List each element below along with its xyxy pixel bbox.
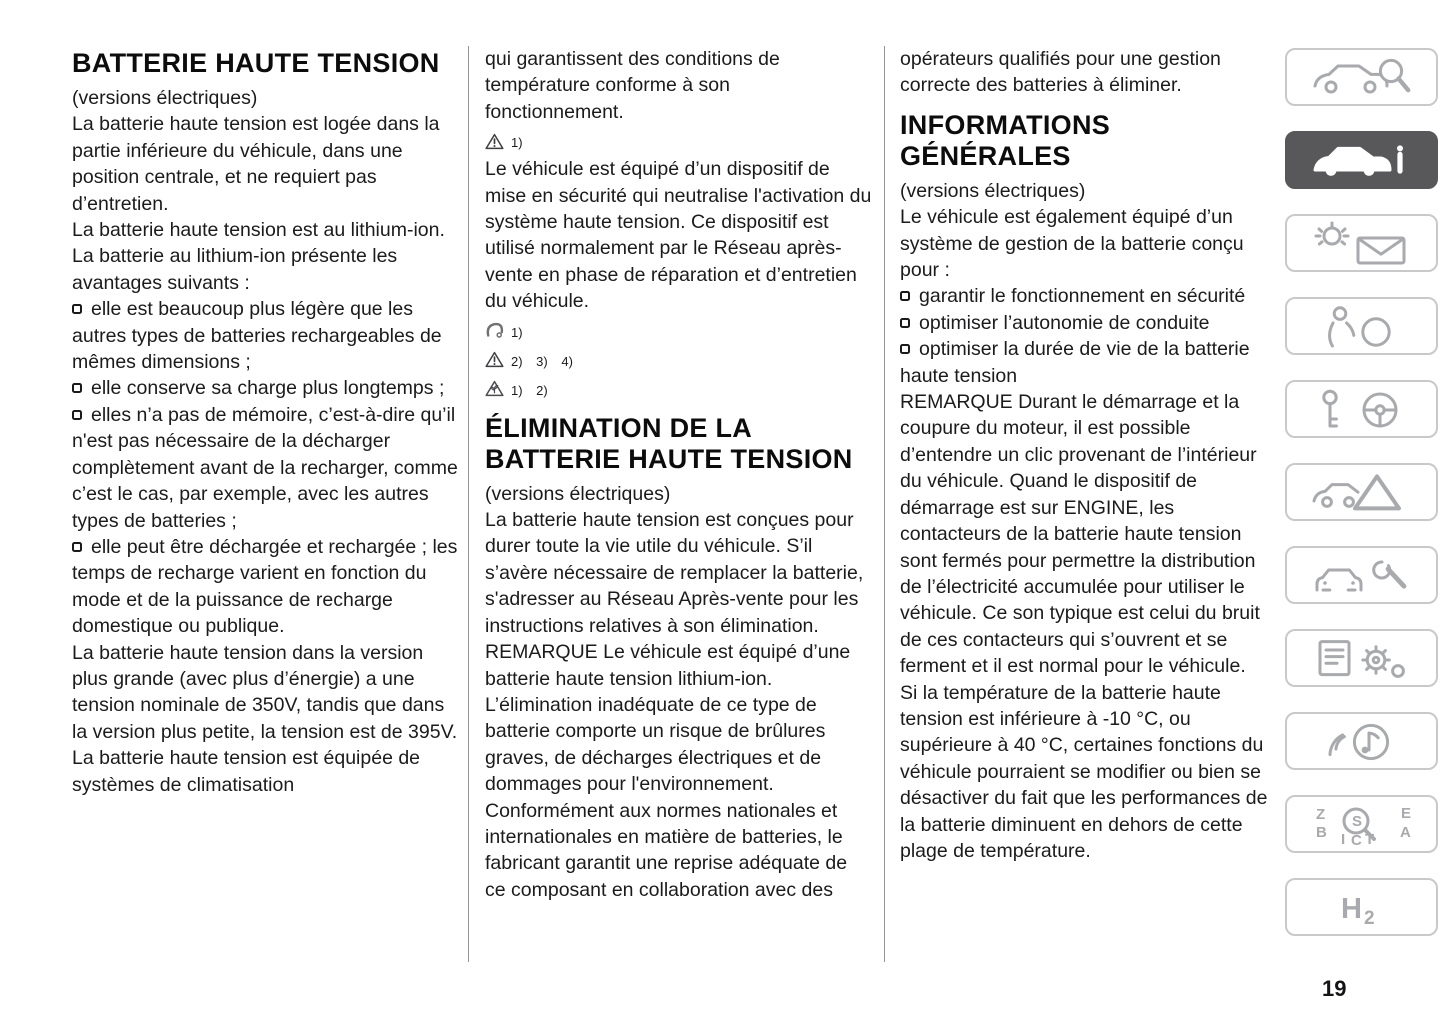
column-2 <box>485 46 872 903</box>
paragraph: La batterie haute tension est au lithium-ion. <box>72 219 445 242</box>
airbag-safety-icon <box>1309 304 1415 348</box>
symbol-reference-line <box>485 347 872 373</box>
bullet-square-icon <box>900 318 910 328</box>
paragraph: Si la température de la batterie haute tension est inférieure à -10 °C, ou supérieure à 40 °C, certaines fonctions du véhicule pourraient se modifier ou bien se désactiver du fait que les performances de la batterie diminuent en dehors de cette plage de température. <box>900 681 1268 862</box>
paragraph: Le véhicule est également équipé d’un système de gestion de la batterie conçu pour : <box>900 206 1244 282</box>
reference-numbers: 2) 3) 4) <box>511 353 573 369</box>
chapter-tab-car-maintenance <box>1285 546 1438 604</box>
paragraph: Le véhicule est équipé d’un dispositif de mise en sécurité qui neutralise l'activation du système haute tension. Ce dispositif est utilisé normalement par le Réseau après-vente en phase de réparation et d’entretien du véhicule. <box>485 158 872 313</box>
paragraph: (versions électriques) <box>900 179 1086 202</box>
paragraph: opérateurs qualifiés pour une gestion correcte des batteries à éliminer. <box>900 48 1221 97</box>
svg-text:T: T <box>1364 831 1374 846</box>
text-area <box>72 46 1272 962</box>
column-divider <box>468 46 469 962</box>
chapter-tab-ignition-steering <box>1285 380 1438 438</box>
section-heading: BATTERIE HAUTE TENSION <box>72 48 440 78</box>
bullet-square-icon <box>900 291 910 301</box>
chapter-tab-car-search <box>1285 48 1438 106</box>
technical-data-icon <box>1309 636 1415 680</box>
chapter-tab-emergency-triangle <box>1285 463 1438 521</box>
bullet-item: elle est beaucoup plus légère que les autres types de batteries rechargeables de mêmes dimensions ; <box>72 298 442 374</box>
paragraph: La batterie haute tension est logée dans la partie inférieure du véhicule, dans une position centrale, et ne requiert pas d’entretien. <box>72 113 440 215</box>
alphabetical-index-icon <box>1309 802 1415 846</box>
paragraph: La batterie haute tension est conçues pour durer toute la vie utile du véhicule. S’il s’avère nécessaire de remplacer la batterie, s'adresser au Réseau Après-vente pour les instructions relatives à son élimination. <box>485 509 864 637</box>
svg-text:A: A <box>1399 824 1411 841</box>
chapter-tab-h2 <box>1285 878 1438 936</box>
paragraph: REMARQUE Durant le démarrage et la coupure du moteur, il est possible d’entendre un clic provenant de l’intérieur du véhicule. Quand le dispositif de démarrage est sur ENGINE, les contacteurs de la batterie haute tension sont fermés pour permettre la distribution de l’électricité accumulée pour utiliser le véhicule. Ce son typique est celui du bruit de ces contacteurs qui s’ouvrent et se ferment et il est normal pour le véhicule. <box>900 391 1260 678</box>
bullet-square-icon <box>72 542 82 552</box>
paragraph: La batterie au lithium-ion présente les avantages suivants : <box>72 245 398 294</box>
chapter-tab-car-info <box>1285 131 1438 189</box>
svg-text:I: I <box>1340 831 1345 846</box>
chapter-tab-airbag-safety <box>1285 297 1438 355</box>
svg-text:C: C <box>1350 832 1362 846</box>
environment-icon <box>485 380 504 397</box>
warning-light-message-icon <box>1309 221 1415 265</box>
chapter-tab-multimedia <box>1285 712 1438 770</box>
chapter-tab-warning-light-message <box>1285 214 1438 272</box>
warning-triangle-icon <box>485 133 504 150</box>
reference-numbers: 1) 2) <box>511 382 548 398</box>
section-heading: ÉLIMINATION DE LA BATTERIE HAUTE TENSION <box>485 412 853 474</box>
symbol-reference-line <box>485 318 872 344</box>
svg-text:B: B <box>1315 824 1327 841</box>
bullet-square-icon <box>900 344 910 354</box>
svg-text:2: 2 <box>1363 908 1375 929</box>
car-info-icon <box>1309 138 1415 182</box>
multimedia-icon <box>1309 719 1415 763</box>
bullet-item: elle conserve sa charge plus longtemps ; <box>72 375 458 401</box>
column-divider <box>884 46 885 962</box>
bullet-square-icon <box>72 304 82 314</box>
symbol-reference-line <box>485 128 872 154</box>
chapter-tab-alphabetical-index <box>1285 795 1438 853</box>
bullet-item: elle peut être déchargée et rechargée ; les temps de recharge varient en fonction du mode et de la puissance de recharge domestique ou publique. <box>72 535 458 638</box>
svg-text:H: H <box>1340 893 1362 925</box>
h2-icon <box>1309 885 1415 929</box>
paragraph: qui garantissent des conditions de température conforme à son fonctionnement. <box>485 48 780 123</box>
bullet-square-icon <box>72 383 82 393</box>
paragraph: La batterie haute tension dans la version plus grande (avec plus d’énergie) a une tension nominale de 350V, tandis que dans la version plus petite, la tension est de 395V. <box>72 641 458 743</box>
warning-triangle-icon <box>485 351 504 368</box>
car-search-icon <box>1309 55 1415 99</box>
section-heading: INFORMATIONS GÉNÉRALES <box>900 109 1111 171</box>
reference-numbers: 1) <box>511 135 523 151</box>
chapter-tab-technical-data <box>1285 629 1438 687</box>
car-maintenance-icon <box>1309 553 1415 597</box>
svg-text:E: E <box>1400 805 1411 822</box>
bullet-item: garantir le fonctionnement en sécurité <box>900 283 1272 309</box>
symbol-reference-line <box>485 376 872 402</box>
paragraph: (versions électriques) <box>485 482 671 505</box>
bullet-square-icon <box>72 410 82 420</box>
reference-numbers: 1) <box>511 324 523 340</box>
emergency-triangle-icon <box>1309 470 1415 514</box>
svg-text:S: S <box>1351 813 1362 830</box>
ignition-steering-icon <box>1309 387 1415 431</box>
paragraph: REMARQUE Le véhicule est équipé d’une batterie haute tension lithium-ion. L’élimination inadéquate de ce type de batterie comporte un risque de brûlures graves, de décharges électriques et de dommages pour l'environnement. Conformément aux normes nationales et internationales en matière de batteries, le fabricant garantit une reprise adéquate de ce composant en collaboration avec des <box>485 641 851 901</box>
caution-icon <box>485 322 504 339</box>
page-number: 19 <box>1322 976 1347 1001</box>
chapter-tab-bar <box>1285 48 1438 961</box>
bullet-item: elles n’a pas de mémoire, c’est-à-dire qu’il n'est pas nécessaire de la décharger complètement avant de la recharger, comme c’est le cas, par exemple, avec les autres types de batteries ; <box>72 403 458 532</box>
column-1 <box>72 46 458 798</box>
bullet-item: optimiser l’autonomie de conduite <box>900 310 1272 336</box>
column-3 <box>900 46 1272 864</box>
svg-text:Z: Z <box>1315 806 1325 823</box>
paragraph: La batterie haute tension est équipée de systèmes de climatisation <box>72 747 421 796</box>
bullet-item: optimiser la durée de vie de la batterie haute tension <box>900 338 1250 387</box>
paragraph: (versions électriques) <box>72 87 258 109</box>
